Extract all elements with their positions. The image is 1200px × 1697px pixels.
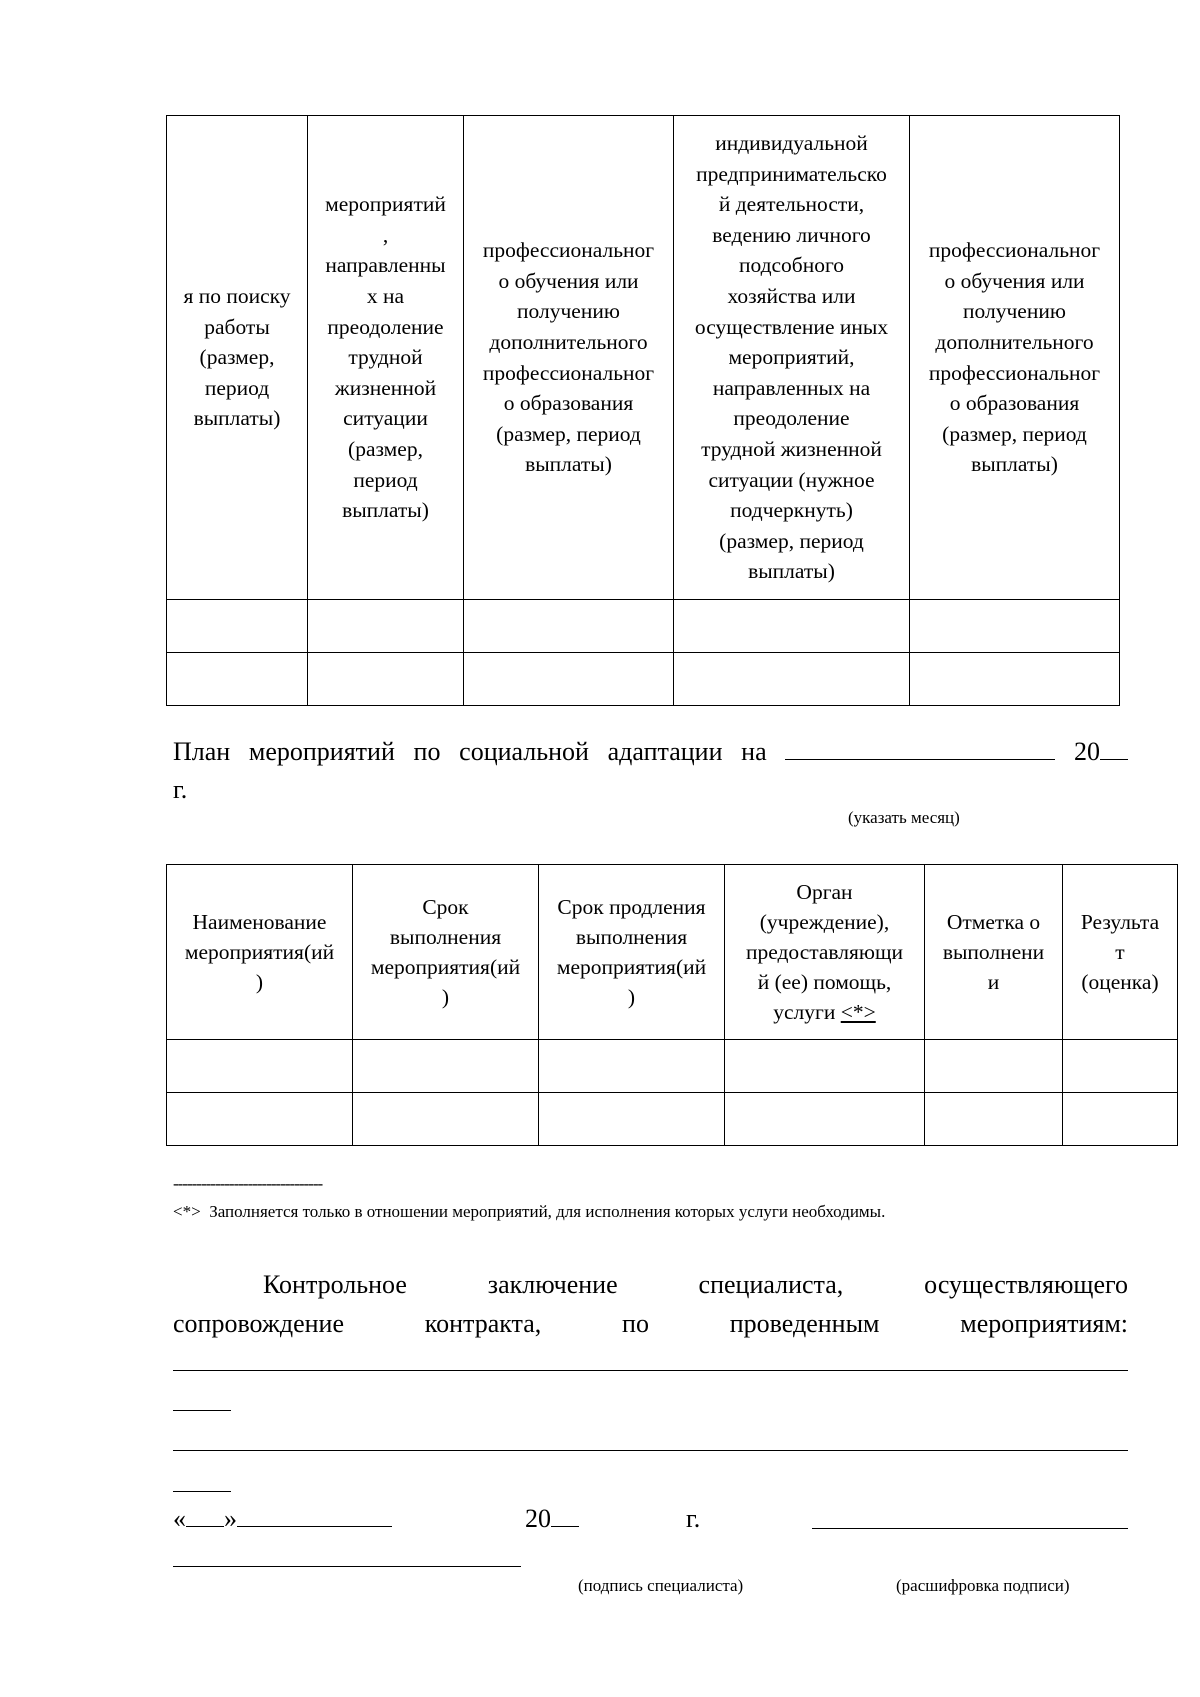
footnote-mark: <*>	[173, 1202, 201, 1221]
plan-year-prefix: 20	[1074, 737, 1128, 766]
table-header-row	[167, 865, 1178, 1040]
empty-cell[interactable]	[725, 1040, 925, 1093]
empty-cell[interactable]	[308, 653, 464, 706]
conclusion-line-2: сопровождение контракта, по проведенным мероприятиям:	[173, 1309, 1128, 1338]
empty-cell[interactable]	[167, 1093, 353, 1146]
footnote-separator: --------------------------------	[173, 1174, 323, 1193]
empty-cell[interactable]	[1063, 1040, 1178, 1093]
table-header-row	[167, 116, 1120, 600]
table-row	[167, 600, 1120, 653]
decode-hint: (расшифровка подписи)	[896, 1576, 1070, 1595]
empty-cell[interactable]	[464, 653, 674, 706]
empty-cell[interactable]	[925, 1040, 1063, 1093]
conclusion-blank-line[interactable]	[173, 1370, 1128, 1371]
month-hint: (указать месяц)	[848, 808, 960, 827]
date-field: « »	[173, 1500, 392, 1538]
header-cell: я по поиску работы (размер, период выплаты)	[167, 116, 308, 600]
empty-cell[interactable]	[353, 1093, 539, 1146]
header-cell: Срок продления выполнения мероприятия(ий )	[539, 865, 725, 1040]
empty-cell[interactable]	[308, 600, 464, 653]
decode-line[interactable]	[173, 1566, 521, 1567]
conclusion-blank-line[interactable]	[173, 1450, 1128, 1451]
day-field[interactable]	[186, 1500, 224, 1527]
empty-cell[interactable]	[167, 600, 308, 653]
table-row	[167, 1040, 1178, 1093]
plan-text: План мероприятий по социальной адаптации на	[173, 737, 767, 766]
empty-cell[interactable]	[925, 1093, 1063, 1146]
month-field[interactable]	[785, 733, 1055, 760]
signature-hint: (подпись специалиста)	[578, 1576, 744, 1595]
header-cell: Отметка о выполнени и	[925, 865, 1063, 1040]
empty-cell[interactable]	[464, 600, 674, 653]
header-cell: Орган (учреждение), предоставляющи й (ее) помощь, услуги <*>	[725, 865, 925, 1040]
conclusion-blank-line[interactable]	[173, 1491, 231, 1492]
signature-line[interactable]	[812, 1528, 1128, 1529]
table-row	[167, 1093, 1178, 1146]
payments-table	[166, 115, 1120, 706]
header-cell: Наименование мероприятия(ий )	[167, 865, 353, 1040]
conclusion-blank-line[interactable]	[173, 1410, 231, 1411]
empty-cell[interactable]	[1063, 1093, 1178, 1146]
empty-cell[interactable]	[674, 600, 910, 653]
header-cell: профессиональног о обучения или получению дополнительного профессиональног о образования (размер, период выплаты)	[464, 116, 674, 600]
empty-cell[interactable]	[353, 1040, 539, 1093]
activities-table	[166, 864, 1178, 1146]
plan-year-suffix: г.	[173, 775, 188, 804]
plan-heading	[173, 733, 1128, 771]
footnote-text: Заполняется только в отношении мероприятий, для исполнения которых услуги необходимы.	[209, 1202, 886, 1221]
month-field[interactable]	[237, 1500, 392, 1527]
empty-cell[interactable]	[910, 600, 1120, 653]
signature-year-suffix: г.	[686, 1504, 701, 1533]
header-cell: Результа т (оценка)	[1063, 865, 1178, 1040]
empty-cell[interactable]	[167, 653, 308, 706]
empty-cell[interactable]	[674, 653, 910, 706]
conclusion-line-1: Контрольное заключение специалиста, осуществляющего	[263, 1270, 1128, 1299]
footnote-link[interactable]: <*>	[840, 1000, 876, 1024]
empty-cell[interactable]	[167, 1040, 353, 1093]
empty-cell[interactable]	[539, 1093, 725, 1146]
header-cell: профессиональног о обучения или получению дополнительного профессиональног о образования (размер, период выплаты)	[910, 116, 1120, 600]
signature-year: 20	[525, 1500, 579, 1538]
header-cell: Срок выполнения мероприятия(ий )	[353, 865, 539, 1040]
empty-cell[interactable]	[910, 653, 1120, 706]
empty-cell[interactable]	[539, 1040, 725, 1093]
footnote	[173, 1202, 885, 1222]
header-cell: мероприятий , направленны х на преодоление трудной жизненной ситуации (размер, период выплаты)	[308, 116, 464, 600]
table-row	[167, 653, 1120, 706]
empty-cell[interactable]	[725, 1093, 925, 1146]
header-cell: индивидуальной предпринимательско й деятельности, ведению личного подсобного хозяйства или осуществление иных мероприятий, направленных на преодоление трудной жизненной ситуации (нужное подчеркнуть) (размер, период выплаты)	[674, 116, 910, 600]
year-field[interactable]	[551, 1500, 579, 1527]
